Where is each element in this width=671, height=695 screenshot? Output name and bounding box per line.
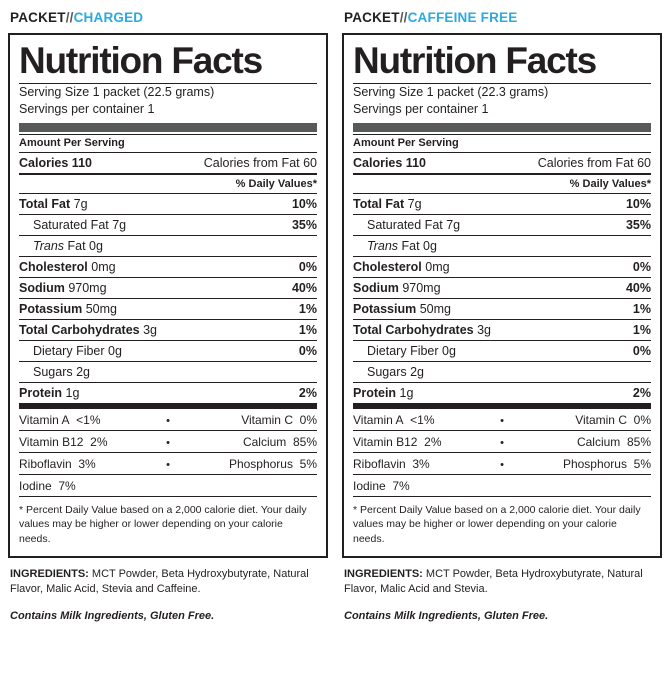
bullet-icon: • xyxy=(500,414,504,427)
vitamin-row xyxy=(19,453,317,474)
serving-size: Serving Size 1 packet (22.3 grams) xyxy=(353,85,549,100)
nutrient-row xyxy=(19,257,317,277)
vitamin-name: Phosphorus xyxy=(228,456,293,471)
nutrient-amount: 970mg xyxy=(68,281,107,296)
calories-label: Calories 110 xyxy=(353,156,426,171)
nutrient-amount: 7g xyxy=(446,218,461,233)
nutrient-amount: 1g xyxy=(399,386,414,401)
label-title: Nutrition Facts xyxy=(353,40,597,81)
nutrient-amount: 7g xyxy=(407,197,422,212)
servings-per-container: Servings per container 1 xyxy=(19,101,155,116)
nutrient-name: Trans xyxy=(33,239,65,254)
nutrient-row xyxy=(353,257,651,277)
panel-header-charged xyxy=(8,8,328,33)
nutrient-row xyxy=(353,383,651,403)
vitamin-row xyxy=(353,453,651,474)
calories-row xyxy=(353,153,651,173)
nutrient-row xyxy=(19,299,317,319)
nutrient-amount: 1g xyxy=(65,386,80,401)
nutrient-dv: 35% xyxy=(625,218,651,233)
nutrient-amount: Fat 0g xyxy=(67,239,103,254)
nutrient-name: Total Carbohydrates xyxy=(353,323,474,338)
vitamin-pct: 3% xyxy=(78,456,96,471)
nutrient-dv: 0% xyxy=(298,260,317,275)
nutrient-dv: 1% xyxy=(298,323,317,338)
nutrient-name: Protein xyxy=(19,386,63,401)
bullet-icon: • xyxy=(166,458,170,471)
nutrition-label-caffeine-free xyxy=(342,33,662,558)
nutrient-row xyxy=(353,194,651,214)
nutrient-dv: 2% xyxy=(298,386,317,401)
servings-per-container: Servings per container 1 xyxy=(353,101,489,116)
brand-separator: // xyxy=(399,10,408,25)
vitamin-pct: 2% xyxy=(424,434,442,449)
vitamin-pct: 2% xyxy=(90,434,108,449)
nutrient-dv: 1% xyxy=(632,323,651,338)
nutrient-name: Dietary Fiber xyxy=(33,344,105,359)
nutrient-amount: Fat 0g xyxy=(401,239,437,254)
calories-row xyxy=(19,153,317,173)
bullet-icon: • xyxy=(500,436,504,449)
ingredients-text: MCT Powder, Beta Hydroxybutyrate, Natural Flavor, Malic Acid and Stevia. xyxy=(344,567,643,596)
nutrient-amount: 0mg xyxy=(91,260,116,275)
nutrient-row xyxy=(353,215,651,235)
ingredients-block xyxy=(8,558,328,598)
daily-values-header: % Daily Values* xyxy=(569,178,651,191)
nutrient-row xyxy=(19,341,317,361)
flavor-label: CAFFEINE FREE xyxy=(407,10,518,25)
nutrient-amount: 2g xyxy=(76,365,90,380)
nutrient-dv: 1% xyxy=(298,302,317,317)
nutrient-name: Trans xyxy=(367,239,399,254)
nutrient-name: Sodium xyxy=(353,281,399,296)
calories-from-fat: Calories from Fat 60 xyxy=(203,156,317,171)
nutrient-dv: 10% xyxy=(291,197,317,212)
nutrient-dv: 1% xyxy=(632,302,651,317)
vitamin-name: Vitamin C xyxy=(241,412,293,427)
nutrient-dv: 40% xyxy=(625,281,651,296)
vitamin-name: Calcium xyxy=(576,434,621,449)
nutrient-amount: 3g xyxy=(143,323,158,338)
nutrient-row xyxy=(19,383,317,403)
vitamin-pct: 3% xyxy=(412,456,430,471)
nutrient-row xyxy=(19,194,317,214)
nutrient-dv: 35% xyxy=(291,218,317,233)
vitamin-pct: 7% xyxy=(58,478,76,493)
ingredients-label: INGREDIENTS: xyxy=(344,567,423,580)
vitamin-row xyxy=(19,409,317,430)
panel-header-caffeine-free xyxy=(342,8,662,33)
vitamin-name: Vitamin B12 xyxy=(19,434,84,449)
nutrient-name: Dietary Fiber xyxy=(367,344,439,359)
nutrient-row xyxy=(353,299,651,319)
vitamin-pct: 5% xyxy=(299,456,317,471)
nutrient-row xyxy=(353,362,651,382)
nutrient-name: Saturated Fat xyxy=(367,218,443,233)
nutrient-amount: 0g xyxy=(442,344,456,359)
vitamin-name: Iodine xyxy=(19,478,52,493)
vitamin-name: Phosphorus xyxy=(562,456,627,471)
panel-charged xyxy=(8,8,328,695)
allergen-statement: Contains Milk Ingredients, Gluten Free. xyxy=(344,609,549,622)
nutrient-row xyxy=(19,236,317,256)
brand-separator: // xyxy=(65,10,74,25)
flavor-label: CHARGED xyxy=(73,10,144,25)
brand-label: PACKET xyxy=(344,10,400,25)
vitamin-row xyxy=(19,431,317,452)
nutrient-name: Saturated Fat xyxy=(33,218,109,233)
vitamin-name: Vitamin B12 xyxy=(353,434,418,449)
nutrient-amount: 3g xyxy=(477,323,492,338)
nutrient-name: Total Carbohydrates xyxy=(19,323,140,338)
nutrient-name: Sugars xyxy=(33,365,73,380)
calories-from-fat: Calories from Fat 60 xyxy=(537,156,651,171)
daily-value-footnote: * Percent Daily Value based on a 2,000 calorie diet. Your daily values may be higher or lower depending on your calorie needs. xyxy=(353,504,641,545)
divider-thick-bar xyxy=(353,123,651,132)
nutrient-dv: 10% xyxy=(625,197,651,212)
bullet-icon: • xyxy=(166,414,170,427)
vitamin-pct: 0% xyxy=(633,412,651,427)
vitamin-pct: 0% xyxy=(299,412,317,427)
vitamin-pct: 85% xyxy=(292,434,317,449)
vitamin-pct: 85% xyxy=(626,434,651,449)
vitamin-name: Calcium xyxy=(242,434,287,449)
allergen-statement: Contains Milk Ingredients, Gluten Free. xyxy=(10,609,215,622)
bullet-icon: • xyxy=(500,458,504,471)
daily-values-header: % Daily Values* xyxy=(235,178,317,191)
vitamin-name: Riboflavin xyxy=(353,456,406,471)
calories-label: Calories 110 xyxy=(19,156,92,171)
nutrient-amount: 0mg xyxy=(425,260,450,275)
nutrient-amount: 970mg xyxy=(402,281,441,296)
vitamin-name: Iodine xyxy=(353,478,386,493)
nutrient-amount: 0g xyxy=(108,344,122,359)
nutrient-name: Sugars xyxy=(367,365,407,380)
vitamin-pct: <1% xyxy=(76,412,101,427)
brand-label: PACKET xyxy=(10,10,66,25)
nutrient-name: Potassium xyxy=(19,302,83,317)
nutrient-row xyxy=(19,320,317,340)
ingredients-label: INGREDIENTS: xyxy=(10,567,89,580)
nutrient-dv: 2% xyxy=(632,386,651,401)
vitamin-row xyxy=(353,475,651,496)
vitamin-name: Vitamin A xyxy=(19,412,70,427)
nutrient-amount: 7g xyxy=(73,197,88,212)
nutrition-label-charged xyxy=(8,33,328,558)
nutrient-dv: 0% xyxy=(298,344,317,359)
vitamin-name: Vitamin A xyxy=(353,412,404,427)
nutrient-row xyxy=(353,236,651,256)
nutrient-name: Protein xyxy=(353,386,397,401)
nutrient-name: Potassium xyxy=(353,302,417,317)
nutrient-row xyxy=(19,362,317,382)
nutrient-name: Cholesterol xyxy=(19,260,88,275)
bullet-icon: • xyxy=(166,436,170,449)
nutrient-row xyxy=(353,278,651,298)
nutrient-row xyxy=(353,341,651,361)
daily-value-footnote: * Percent Daily Value based on a 2,000 calorie diet. Your daily values may be higher or lower depending on your calorie needs. xyxy=(19,504,307,545)
amount-per-serving-label: Amount Per Serving xyxy=(19,137,125,150)
nutrient-name: Total Fat xyxy=(19,197,71,212)
vitamin-pct: 7% xyxy=(392,478,410,493)
nutrient-dv: 0% xyxy=(632,260,651,275)
nutrient-name: Sodium xyxy=(19,281,65,296)
divider-thick-bar xyxy=(19,123,317,132)
nutrient-dv: 40% xyxy=(291,281,317,296)
vitamin-pct: <1% xyxy=(410,412,435,427)
nutrient-name: Cholesterol xyxy=(353,260,422,275)
nutrient-amount: 50mg xyxy=(85,302,117,317)
nutrient-amount: 50mg xyxy=(419,302,451,317)
ingredients-block xyxy=(342,558,662,598)
vitamin-row xyxy=(353,431,651,452)
nutrient-amount: 2g xyxy=(410,365,424,380)
vitamin-name: Vitamin C xyxy=(575,412,627,427)
vitamin-name: Riboflavin xyxy=(19,456,72,471)
ingredients-text: MCT Powder, Beta Hydroxybutyrate, Natural Flavor, Malic Acid, Stevia and Caffeine. xyxy=(10,567,309,596)
vitamin-row xyxy=(353,409,651,430)
nutrient-row xyxy=(19,215,317,235)
nutrient-dv: 0% xyxy=(632,344,651,359)
nutrient-row xyxy=(353,320,651,340)
serving-size: Serving Size 1 packet (22.5 grams) xyxy=(19,85,215,100)
vitamin-pct: 5% xyxy=(633,456,651,471)
nutrient-amount: 7g xyxy=(112,218,127,233)
amount-per-serving-label: Amount Per Serving xyxy=(353,137,459,150)
nutrient-name: Total Fat xyxy=(353,197,405,212)
label-title: Nutrition Facts xyxy=(19,40,263,81)
nutrient-row xyxy=(19,278,317,298)
vitamin-row xyxy=(19,475,317,496)
panel-caffeine-free xyxy=(342,8,662,695)
